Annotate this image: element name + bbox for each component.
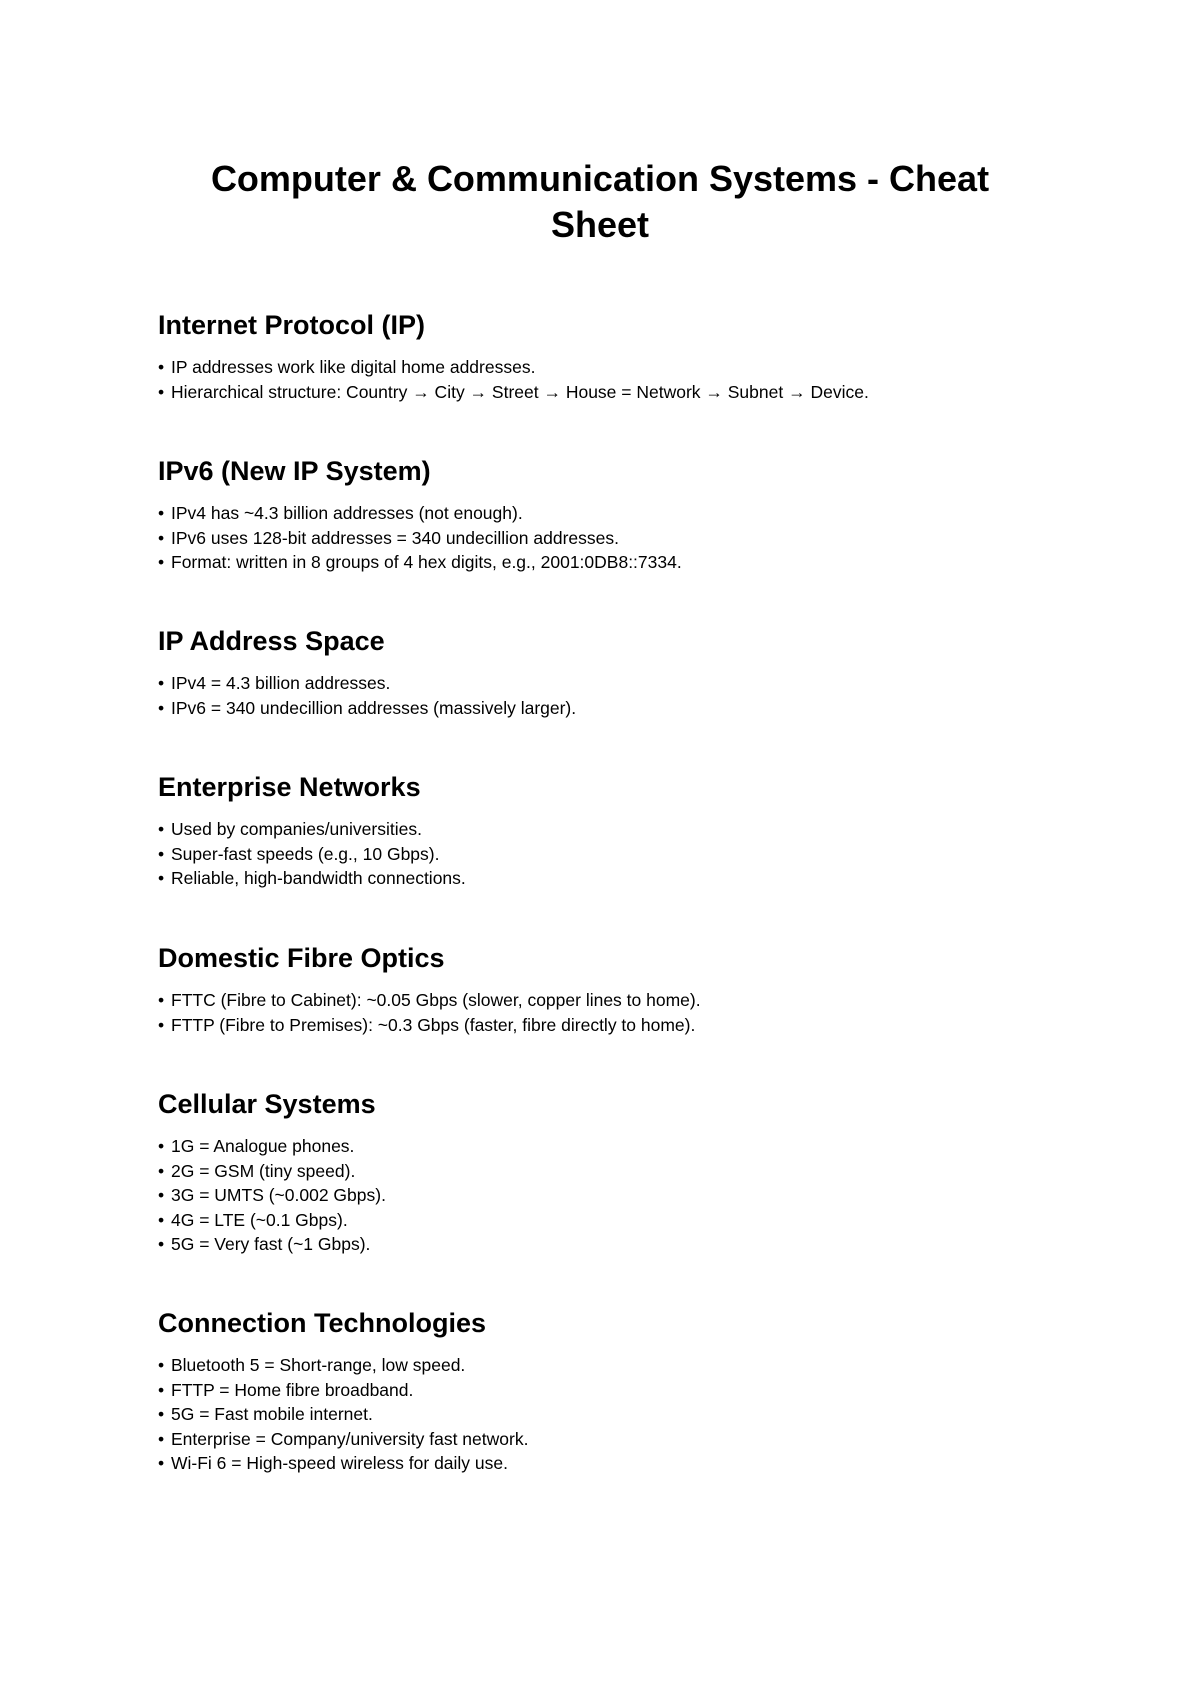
list-item-text: 5G = Fast mobile internet. — [171, 1404, 373, 1424]
section-ipv6 — [158, 454, 1058, 575]
list-item-text: 1G = Analogue phones. — [171, 1136, 355, 1156]
list-item — [158, 501, 1058, 526]
list-item-text: Used by companies/universities. — [171, 819, 422, 839]
list-item — [158, 550, 1058, 575]
document-title: Computer & Communication Systems - Cheat Sheet — [210, 158, 990, 245]
list-item-text: FTTP = Home fibre broadband. — [171, 1379, 414, 1400]
list-item-text: Bluetooth 5 = Short-range, low speed. — [171, 1355, 466, 1375]
section-domestic-fibre-optics — [158, 941, 1058, 1037]
bullet-icon: • — [158, 1355, 165, 1375]
list-item-text: 3G = UMTS (~0.002 Gbps). — [171, 1185, 386, 1205]
bullet-icon: • — [158, 819, 165, 839]
bullet-icon: • — [158, 1136, 165, 1156]
list-item-text: IPv6 = 340 undecillion addresses (massively larger). — [171, 697, 577, 718]
list-item-text: FTTP (Fibre to Premises): ~0.3 Gbps (faster, fibre directly to home). — [171, 1014, 696, 1035]
bullet-list — [158, 817, 1058, 891]
list-item — [158, 817, 1058, 842]
list-item — [158, 1183, 1058, 1208]
list-item-text: 4G = LTE (~0.1 Gbps). — [171, 1209, 348, 1230]
section-enterprise-networks — [158, 770, 1058, 891]
list-item — [158, 1013, 1058, 1038]
list-item-text: Hierarchical structure: Country → City → Street → House = Network → Subnet → Device. — [171, 381, 869, 402]
bullet-icon: • — [158, 1428, 165, 1449]
bullet-icon: • — [158, 1160, 165, 1181]
list-item — [158, 842, 1058, 867]
bullet-icon: • — [158, 868, 165, 888]
section-heading: Enterprise Networks — [158, 772, 421, 802]
section-heading: Connection Technologies — [158, 1308, 487, 1338]
bullet-list — [158, 1353, 1058, 1476]
bullet-list — [158, 988, 1058, 1037]
list-item — [158, 1208, 1058, 1233]
list-item — [158, 1134, 1058, 1159]
list-item-text: 5G = Very fast (~1 Gbps). — [171, 1234, 371, 1254]
list-item — [158, 1353, 1058, 1378]
list-item — [158, 1159, 1058, 1184]
bullet-icon: • — [158, 1234, 165, 1254]
list-item — [158, 1378, 1058, 1403]
bullet-icon: • — [158, 1379, 165, 1400]
bullet-icon: • — [158, 1453, 165, 1473]
bullet-icon: • — [158, 1404, 165, 1424]
bullet-list — [158, 671, 1058, 720]
section-heading: Domestic Fibre Optics — [158, 943, 445, 973]
section-heading: Internet Protocol (IP) — [158, 310, 426, 340]
list-item — [158, 671, 1058, 696]
bullet-icon: • — [158, 1014, 165, 1035]
section-internet-protocol — [158, 308, 1058, 404]
list-item-text: IP addresses work like digital home addresses. — [171, 357, 536, 377]
bullet-icon: • — [158, 552, 165, 572]
list-item-text: Format: written in 8 groups of 4 hex digits, e.g., 2001:0DB8::7334. — [171, 552, 682, 572]
list-item — [158, 1451, 1058, 1476]
list-item — [158, 866, 1058, 891]
section-heading: IP Address Space — [158, 626, 385, 656]
bullet-icon: • — [158, 527, 165, 548]
section-cellular-systems — [158, 1087, 1058, 1257]
section-heading: Cellular Systems — [158, 1089, 376, 1119]
bullet-icon: • — [158, 503, 165, 523]
bullet-icon: • — [158, 1185, 165, 1205]
bullet-icon: • — [158, 381, 165, 402]
bullet-icon: • — [158, 673, 165, 693]
list-item-text: Super-fast speeds (e.g., 10 Gbps). — [171, 843, 440, 864]
list-item — [158, 1402, 1058, 1427]
bullet-list — [158, 1134, 1058, 1257]
list-item-text: Enterprise = Company/university fast network. — [171, 1428, 529, 1449]
bullet-icon: • — [158, 990, 165, 1010]
bullet-icon: • — [158, 1209, 165, 1230]
list-item-text: IPv4 = 4.3 billion addresses. — [171, 673, 391, 693]
list-item-text: FTTC (Fibre to Cabinet): ~0.05 Gbps (slower, copper lines to home). — [171, 990, 701, 1010]
list-item — [158, 1232, 1058, 1257]
list-item-text: Wi-Fi 6 = High-speed wireless for daily use. — [171, 1453, 508, 1473]
list-item — [158, 526, 1058, 551]
section-heading: IPv6 (New IP System) — [158, 456, 431, 486]
list-item-text: IPv4 has ~4.3 billion addresses (not enough). — [171, 503, 523, 523]
list-item — [158, 1427, 1058, 1452]
list-item — [158, 355, 1058, 380]
list-item-text: 2G = GSM (tiny speed). — [171, 1160, 356, 1181]
bullet-icon: • — [158, 697, 165, 718]
bullet-list — [158, 355, 1058, 404]
section-ip-address-space — [158, 624, 1058, 720]
list-item — [158, 380, 1058, 405]
list-item-text: IPv6 uses 128-bit addresses = 340 undecillion addresses. — [171, 527, 619, 548]
bullet-icon: • — [158, 843, 165, 864]
list-item — [158, 988, 1058, 1013]
bullet-icon: • — [158, 357, 165, 377]
bullet-list — [158, 501, 1058, 575]
section-connection-technologies — [158, 1306, 1058, 1476]
list-item — [158, 696, 1058, 721]
list-item-text: Reliable, high-bandwidth connections. — [171, 868, 466, 888]
